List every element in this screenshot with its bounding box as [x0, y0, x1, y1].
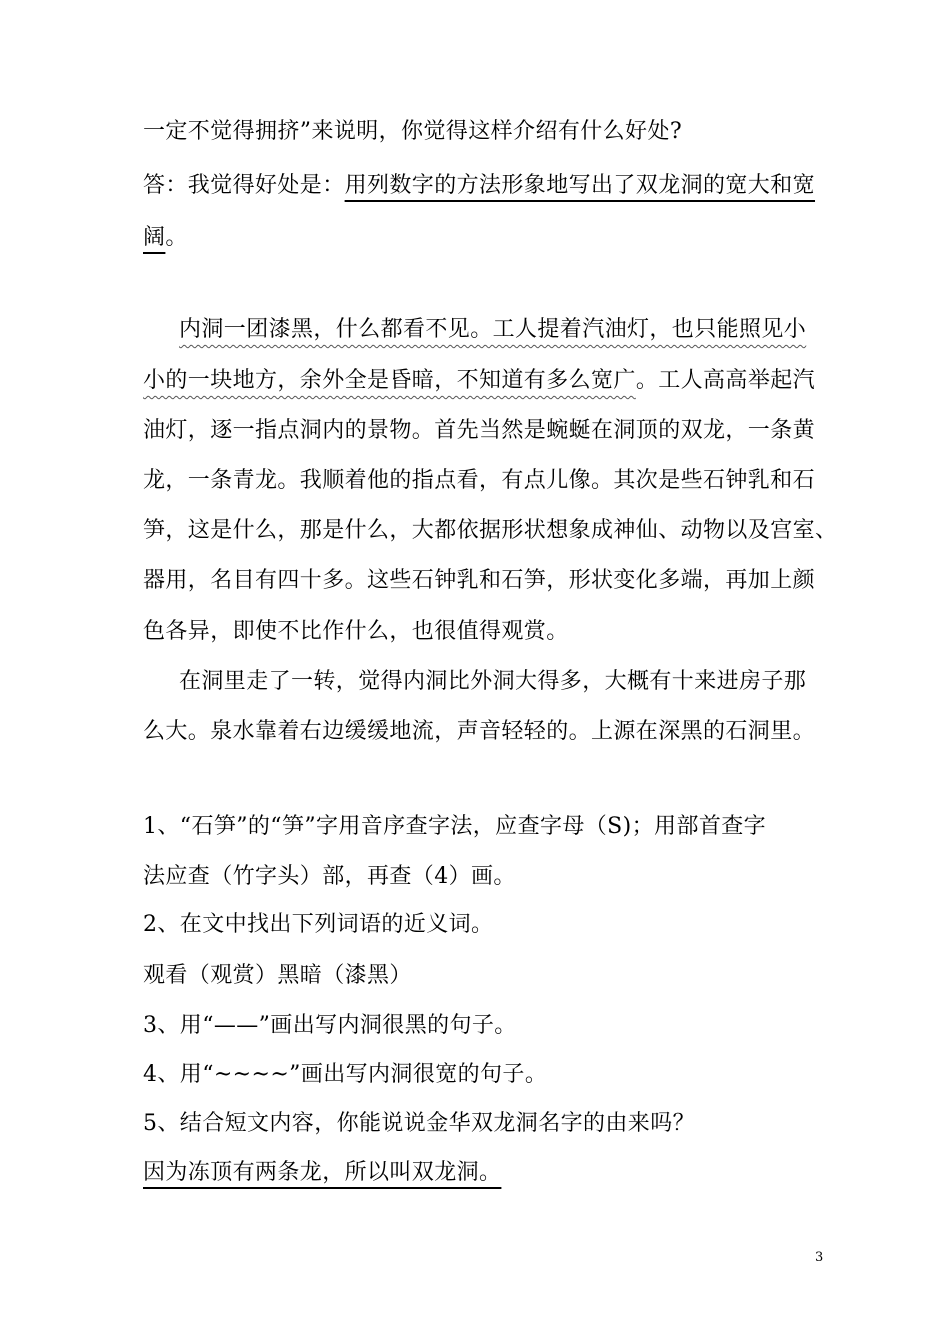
underlined-answer: 因为冻顶有两条龙，所以叫双龙洞。 [143, 1160, 502, 1185]
passage-line: 器用，名目有四十多。这些石钟乳和石笋，形状变化多端，再加上颜 [143, 568, 816, 593]
wavy-underlined-sentence: 内洞一团漆黑，什么都看不见。工人提着汽油灯，也只能照见小 [179, 317, 807, 342]
passage-line: 色各异，即使不比作什么，也很值得观赏。 [143, 619, 569, 644]
passage-line: 笋，这是什么，那是什么，大都依据形状想象成神仙、动物以及宫室、 [143, 518, 838, 543]
question-3: 3、用“——”画出写内洞很黑的句子。 [143, 1013, 517, 1038]
passage-line: 油灯，逐一指点洞内的景物。首先当然是蜿蜒在洞顶的双龙，一条黄 [143, 418, 816, 443]
answer-end: 。 [165, 225, 188, 250]
passage-text: 。工人高高举起汽 [635, 368, 816, 393]
underlined-answer-cont: 阔 [143, 225, 166, 250]
question-2-answer: 观看（观赏）黑暗（漆黑） [143, 963, 412, 988]
answer-prefix: 答：我觉得好处是： [143, 173, 345, 198]
passage-line [143, 366, 815, 396]
passage-line: 龙，一条青龙。我顺着他的指点看，有点儿像。其次是些石钟乳和石 [143, 468, 816, 493]
passage-line: 么大。泉水靠着右边缓缓地流，声音轻轻的。上源在深黑的石洞里。 [143, 719, 816, 744]
question-1: 1、“石笋”的“笋”字用音序查字法，应查字母（S)；用部首查字 [143, 814, 767, 839]
answer-line-cont [143, 223, 188, 253]
question-4: 4、用“~~~~”画出写内洞很宽的句子。 [143, 1062, 548, 1087]
question-5: 5、结合短文内容，你能说说金华双龙洞名字的由来吗？ [143, 1111, 695, 1136]
question-1-cont: 法应查（竹字头）部，再查（4）画。 [143, 864, 516, 889]
wavy-underlined-sentence-cont: 小的一块地方，余外全是昏暗，不知道有多么宽广 [143, 368, 636, 393]
question-5-answer [143, 1158, 501, 1188]
passage-line [179, 315, 806, 345]
underlined-answer: 用列数字的方法形象地写出了双龙洞的宽大和宽 [344, 173, 816, 198]
question-2: 2、在文中找出下列词语的近义词。 [143, 912, 494, 937]
answer-line [143, 171, 815, 201]
passage-line: 在洞里走了一转，觉得内洞比外洞大得多，大概有十来进房子那 [179, 669, 807, 694]
text-line: 一定不觉得拥挤”来说明，你觉得这样介绍有什么好处? [143, 119, 683, 144]
page-number: 3 [815, 1250, 824, 1265]
